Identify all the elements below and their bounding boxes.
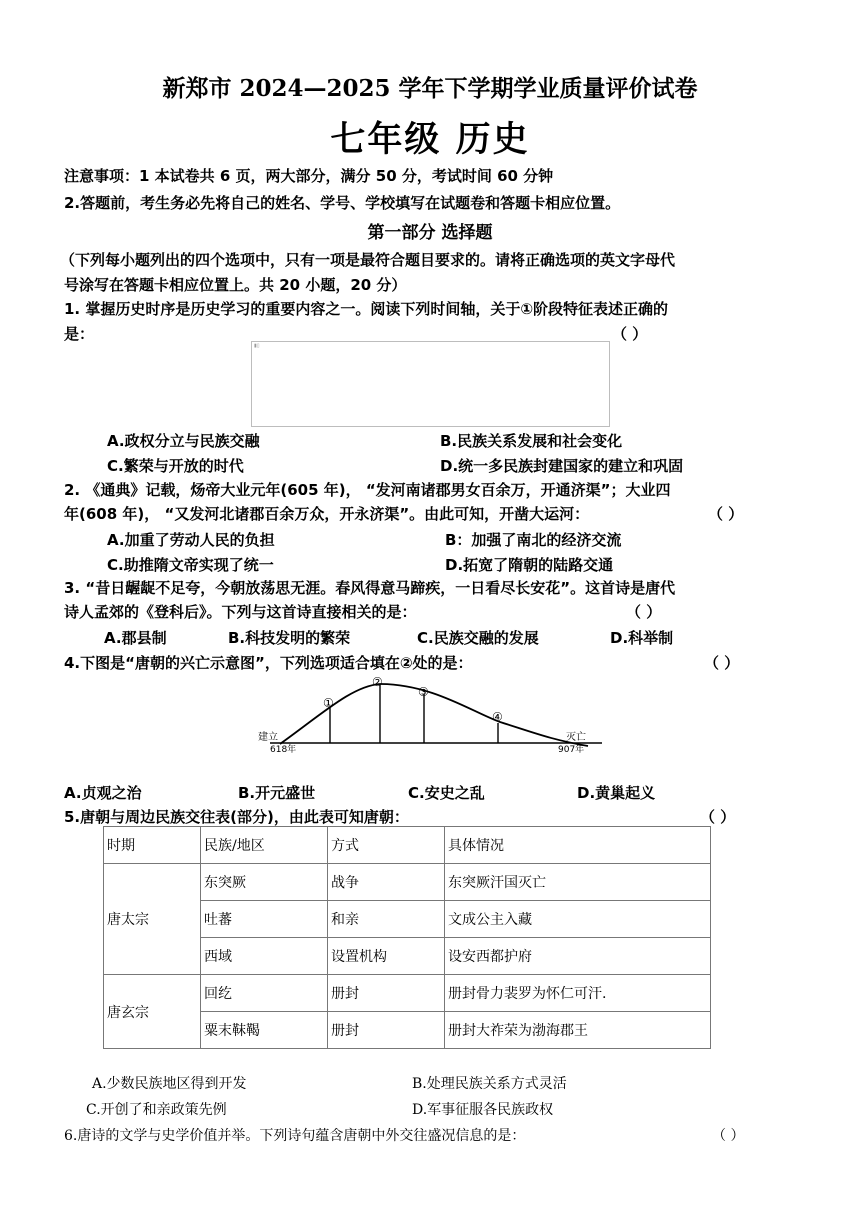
q2-option-c: C.助推隋文帝实现了统一 (107, 556, 274, 574)
table-cell: 册封 (328, 1012, 445, 1049)
q6-stem: 6.唐诗的文学与史学价值并举。下列诗句蕴含唐朝中外交往盛况信息的是： (64, 1128, 526, 1144)
diagram-end-year: 907年 (558, 745, 585, 754)
table-cell: 吐蕃 (201, 901, 328, 938)
q1-stem-1: 1. 掌握历史时序是历史学习的重要内容之一。阅读下列时间轴，关于①阶段特征表述正确的 (64, 300, 669, 318)
part1-title: 第一部分 选择题 (367, 223, 493, 243)
exam-subject: 七年级 历史 (330, 119, 530, 160)
q3-stem-1: 3. “昔日龌龊不足夸，今朝放荡思无涯。春风得意马蹄疾，一日看尽长安花”。这首诗是唐代 (64, 579, 676, 597)
table-cell: 粟末靺鞨 (201, 1012, 328, 1049)
q1-option-b: B.民族关系发展和社会变化 (440, 432, 623, 450)
q1-timeline-image: ▮▯ (251, 341, 610, 427)
table-header-cell: 具体情况 (445, 827, 711, 864)
table-header-cell: 民族/地区 (201, 827, 328, 864)
table-cell: 东突厥 (201, 864, 328, 901)
notice-line-1: 注意事项：1 本试卷共 6 页，两大部分，满分 50 分，考试时间 60 分钟 (64, 167, 554, 185)
q3-option-a: A.郡县制 (104, 629, 167, 647)
q5-answer-paren: （ ） (700, 808, 736, 826)
q3-option-b: B.科技发明的繁荣 (228, 629, 351, 647)
table-cell: 西域 (201, 938, 328, 975)
table-period-cell: 唐玄宗 (104, 975, 201, 1049)
table-cell: 册封骨力裴罗为怀仁可汗. (445, 975, 711, 1012)
table-cell: 文成公主入藏 (445, 901, 711, 938)
q2-answer-paren: （ ） (708, 505, 744, 523)
diagram-end-label: 灭亡 (566, 732, 586, 743)
q2-option-a: A.加重了劳动人民的负担 (107, 531, 275, 549)
table-header-cell: 方式 (328, 827, 445, 864)
q3-option-d: D.科举制 (610, 629, 674, 647)
q5-option-c: C.开创了和亲政策先例 (86, 1102, 227, 1118)
q5-stem: 5.唐朝与周边民族交往表(部分)，由此表可知唐朝： (64, 808, 409, 826)
q4-stem: 4.下图是“唐朝的兴亡示意图”，下列选项适合填在②处的是： (64, 654, 473, 672)
tang-rise-fall-diagram (252, 674, 612, 754)
diagram-mark-1: ① (323, 696, 334, 710)
q4-option-b: B.开元盛世 (238, 784, 316, 802)
q5-option-d: D.军事征服各民族政权 (412, 1102, 554, 1118)
q4-option-a: A.贞观之治 (64, 784, 142, 802)
table-cell: 和亲 (328, 901, 445, 938)
table-cell: 设安西都护府 (445, 938, 711, 975)
q2-stem-2: 年(608 年)， “又发河北诸郡百余万众，开永济渠”。由此可知，开凿大运河： (64, 505, 590, 523)
q5-option-b: B.处理民族关系方式灵活 (412, 1076, 567, 1092)
q3-option-c: C.民族交融的发展 (417, 629, 539, 647)
q3-answer-paren: （ ） (626, 603, 662, 621)
q2-stem-1: 2. 《通典》记载，炀帝大业元年(605 年)， “发河南诸郡男女百余万，开通济渠”；大业四 (64, 481, 671, 499)
part1-instruction-1: （下列每小题列出的四个选项中，只有一项是最符合题目要求的。请将正确选项的英文字母代 (60, 251, 676, 269)
diagram-mark-4: ④ (492, 710, 503, 724)
q1-stem-2: 是： (64, 325, 95, 343)
q3-stem-2: 诗人孟郊的《登科后》。下列与这首诗直接相关的是： (64, 603, 417, 621)
q2-option-d: D.拓宽了隋朝的陆路交通 (445, 556, 614, 574)
diagram-curve (280, 684, 588, 746)
diagram-mark-2: ② (372, 675, 383, 689)
table-row (104, 864, 711, 901)
diagram-start-label: 建立 (258, 732, 278, 743)
q2-option-b: B：加强了南北的经济交流 (445, 531, 622, 549)
notice-line-2: 2.答题前，考生务必先将自己的姓名、学号、学校填写在试题卷和答题卡相应位置。 (64, 194, 621, 212)
table-header-cell: 时期 (104, 827, 201, 864)
table-cell: 回纥 (201, 975, 328, 1012)
q6-answer-paren: （ ） (712, 1128, 745, 1144)
diagram-start-year: 618年 (270, 745, 297, 754)
table-period-cell: 唐太宗 (104, 864, 201, 975)
table-cell: 设置机构 (328, 938, 445, 975)
q1-option-a: A.政权分立与民族交融 (107, 432, 260, 450)
q4-answer-paren: （ ） (704, 654, 740, 672)
table-cell: 战争 (328, 864, 445, 901)
q1-option-c: C.繁荣与开放的时代 (107, 457, 244, 475)
q5-option-a: A.少数民族地区得到开发 (92, 1076, 247, 1092)
q1-answer-paren: （ ） (612, 325, 648, 343)
q4-option-d: D.黄巢起义 (577, 784, 656, 802)
table-header-row (104, 827, 711, 864)
diagram-mark-3: ③ (418, 685, 429, 699)
part1-instruction-2: 号涂写在答题卡相应位置上。共 20 小题，20 分） (64, 276, 407, 294)
table-row (104, 975, 711, 1012)
tang-relations-table (103, 826, 711, 1049)
q4-option-c: C.安史之乱 (408, 784, 485, 802)
exam-title: 新郑市 2024—2025 学年下学期学业质量评价试卷 (162, 75, 698, 102)
table-cell: 东突厥汗国灭亡 (445, 864, 711, 901)
table-cell: 册封 (328, 975, 445, 1012)
table-cell: 册封大祚荣为渤海郡王 (445, 1012, 711, 1049)
q1-option-d: D.统一多民族封建国家的建立和巩固 (440, 457, 684, 475)
